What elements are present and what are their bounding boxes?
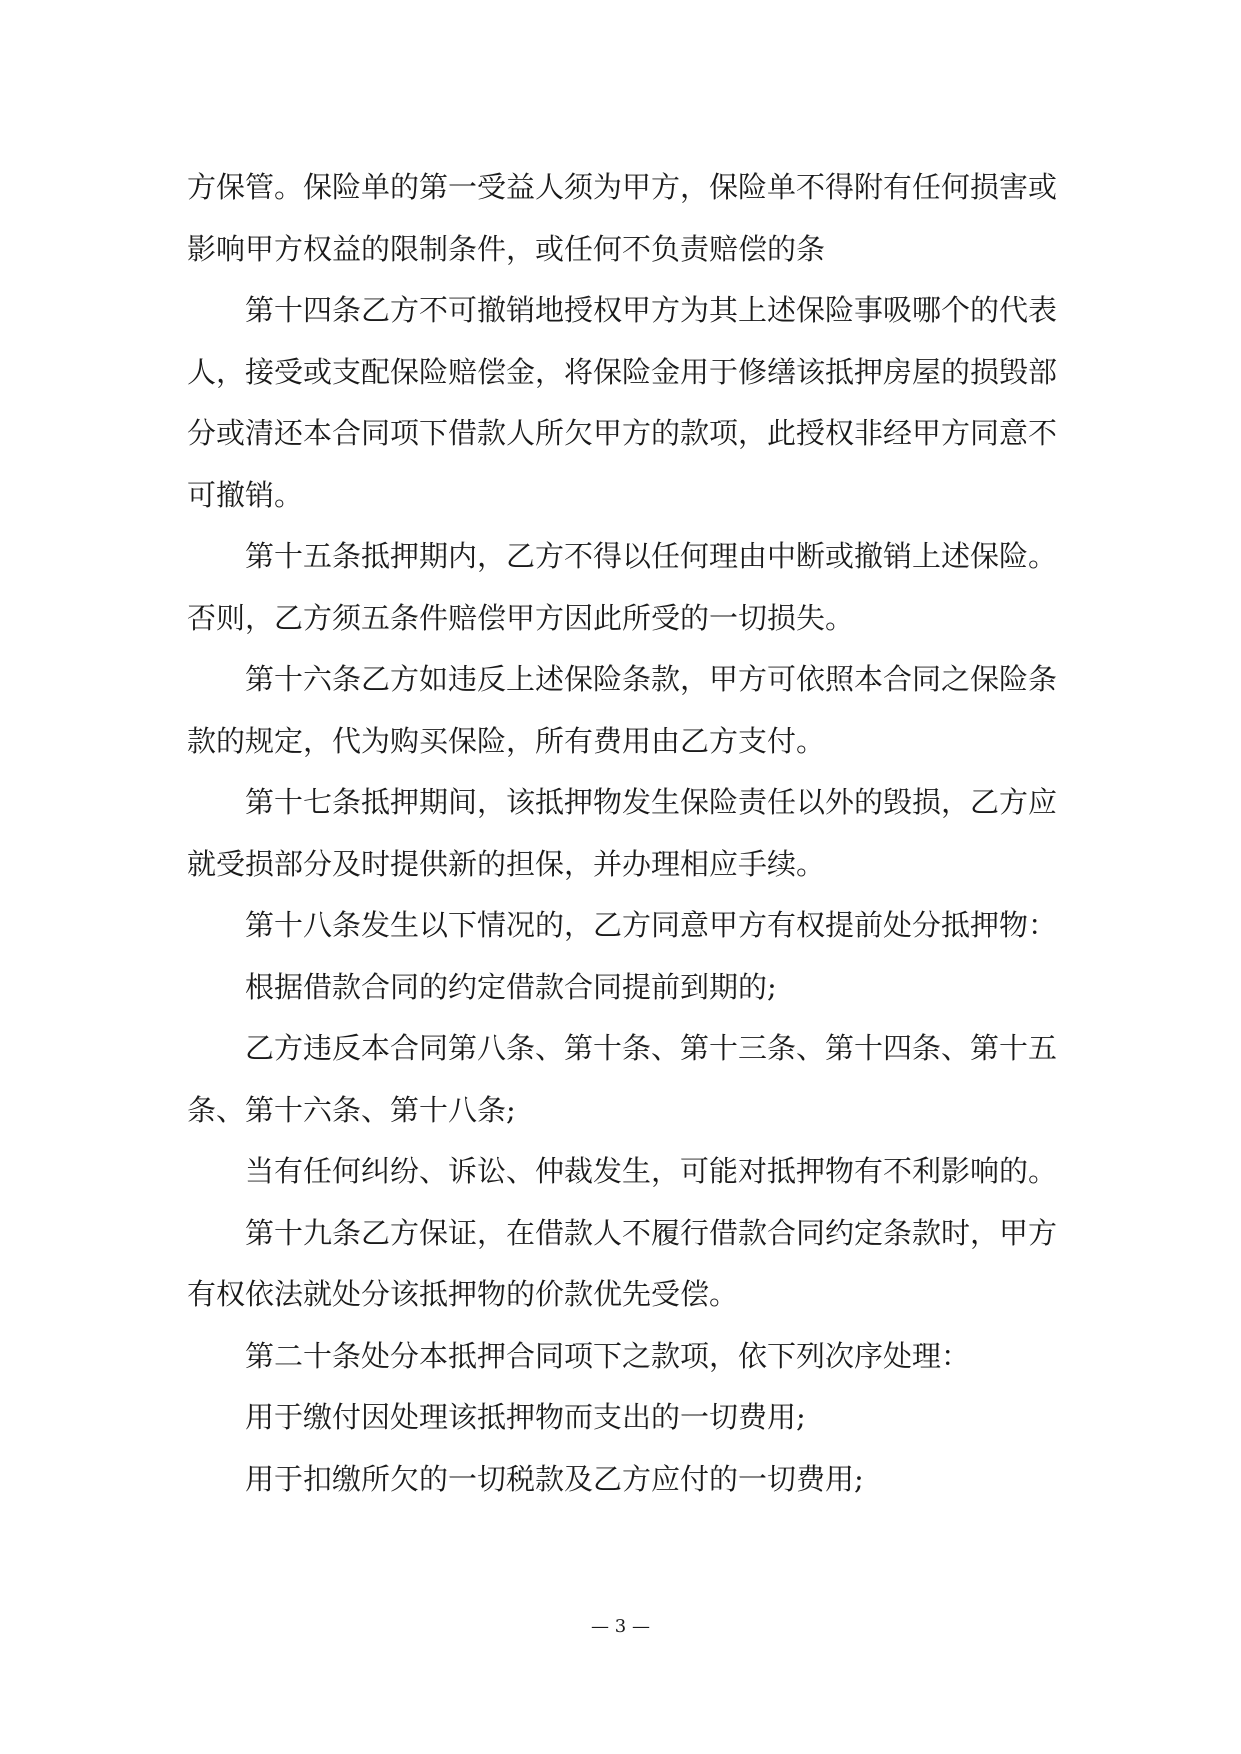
paragraph-article-20-item-2: 用于扣缴所欠的一切税款及乙方应付的一切费用; [245, 1461, 864, 1496]
paragraph-article-19: 第十九条乙方保证，在借款人不履行借款合同约定条款时，甲方有权依法就处分该抵押物的价款优先受偿。 [187, 1215, 1058, 1311]
paragraph-article-18: 第十八条发生以下情况的，乙方同意甲方有权提前处分抵押物： [245, 908, 1058, 942]
paragraph-article-17: 第十七条抵押期间，该抵押物发生保险责任以外的毁损，乙方应就受损部分及时提供新的担保，并办理相应手续。 [187, 785, 1058, 881]
paragraph-article-16: 第十六条乙方如违反上述保险条款，甲方可依照本合同之保险条款的规定，代为购买保险，所有费用由乙方支付。 [187, 662, 1058, 758]
paragraph-article-18-item-1: 根据借款合同的约定借款合同提前到期的; [245, 969, 777, 1004]
page-number: — 3 — [591, 1616, 650, 1637]
paragraph-article-18-item-3: 当有任何纠纷、诉讼、仲裁发生，可能对抵押物有不利影响的。 [245, 1154, 1058, 1188]
document-body [187, 157, 1057, 1510]
paragraph-continuation: 方保管。保险单的第一受益人须为甲方，保险单不得附有任何损害或影响甲方权益的限制条件，或任何不负责赔偿的条 [187, 170, 1058, 266]
paragraph-article-15: 第十五条抵押期内，乙方不得以任何理由中断或撤销上述保险。否则，乙方须五条件赔偿甲方因此所受的一切损失。 [187, 539, 1058, 635]
paragraph-article-14: 第十四条乙方不可撤销地授权甲方为其上述保险事吸哪个的代表人，接受或支配保险赔偿金，将保险金用于修缮该抵押房屋的损毁部分或清还本合同项下借款人所欠甲方的款项，此授权非经甲方同意不可撤销。 [187, 293, 1058, 512]
paragraph-article-18-item-2: 乙方违反本合同第八条、第十条、第十三条、第十四条、第十五条、第十六条、第十八条; [187, 1031, 1058, 1127]
paragraph-article-20: 第二十条处分本抵押合同项下之款项，依下列次序处理： [245, 1338, 971, 1373]
paragraph-article-20-item-1: 用于缴付因处理该抵押物而支出的一切费用; [245, 1400, 806, 1434]
